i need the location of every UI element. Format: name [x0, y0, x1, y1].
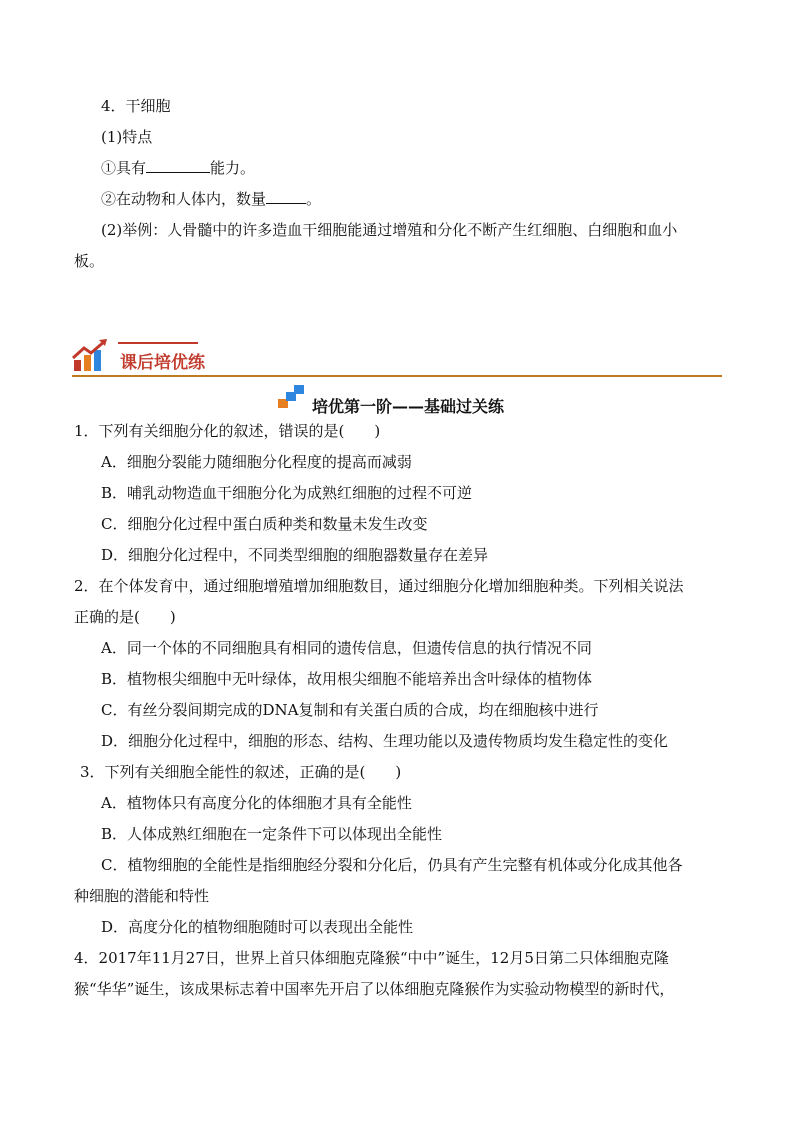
question-2-option-b: B．植物根尖细胞中无叶绿体，故用根尖细胞不能培养出含叶绿体的植物体	[101, 670, 593, 688]
question-3-option-c-line-2: 种细胞的潜能和特性	[74, 887, 210, 905]
question-1-option-c: C．细胞分化过程中蛋白质种类和数量未发生改变	[101, 515, 428, 533]
stem-cell-feature-1	[101, 158, 255, 178]
question-3-stem: 3．下列有关细胞全能性的叙述，正确的是( )	[80, 763, 402, 781]
bar-chart-arrow-icon	[72, 338, 110, 372]
stem-cell-heading: 4．干细胞	[101, 97, 171, 115]
question-4-stem-line-2: 猴“华华”诞生，该成果标志着中国率先开启了以体细胞克隆猴作为实验动物模型的新时代，	[74, 980, 675, 998]
question-3-option-b: B．人体成熟红细胞在一定条件下可以体现出全能性	[101, 825, 443, 843]
question-3-option-a: A．植物体只有高度分化的体细胞才具有全能性	[101, 794, 412, 812]
feature-1-blank	[146, 158, 210, 173]
question-1-stem: 1．下列有关细胞分化的叙述，错误的是( )	[74, 422, 381, 440]
feature-2-prefix: ②在动物和人体内，数量	[101, 190, 267, 208]
stem-cell-example-line-2: 板。	[74, 252, 105, 270]
question-4-stem-line-1: 4．2017年11月27日，世界上首只体细胞克隆猴“中中”诞生，12月5日第二只体细胞克隆	[74, 949, 669, 967]
stem-cell-feature-2	[101, 189, 321, 209]
question-2-stem-line-2: 正确的是( )	[74, 608, 176, 626]
question-1-option-d: D．细胞分化过程中，不同类型细胞的细胞器数量存在差异	[101, 546, 489, 564]
question-1-option-a: A．细胞分裂能力随细胞分化程度的提高而减弱	[101, 453, 412, 471]
stairs-icon	[276, 383, 308, 409]
section-top-rule	[118, 342, 198, 344]
stage-title: 培优第一阶——基础过关练	[312, 397, 505, 416]
question-2-option-d: D．细胞分化过程中，细胞的形态、结构、生理功能以及遗传物质均发生稳定性的变化	[101, 732, 669, 750]
question-3-option-d: D．高度分化的植物细胞随时可以表现出全能性	[101, 918, 414, 936]
feature-2-blank	[266, 189, 306, 204]
stem-cell-example-line-1: (2)举例：人骨髓中的许多造血干细胞能通过增殖和分化不断产生红细胞、白细胞和血小	[101, 221, 678, 239]
question-2-option-c: C．有丝分裂间期完成的DNA复制和有关蛋白质的合成，均在细胞核中进行	[101, 701, 599, 719]
question-2-option-a: A．同一个体的不同细胞具有相同的遗传信息，但遗传信息的执行情况不同	[101, 639, 592, 657]
section-title: 课后培优练	[120, 353, 205, 373]
feature-1-prefix: ①具有	[101, 159, 147, 177]
feature-2-suffix: 。	[306, 190, 322, 208]
stem-cell-features-heading: (1)特点	[101, 128, 153, 146]
question-2-stem-line-1: 2．在个体发育中，通过细胞增殖增加细胞数目，通过细胞分化增加细胞种类。下列相关说法	[74, 577, 684, 595]
feature-1-suffix: 能力。	[210, 159, 256, 177]
section-rule	[72, 375, 722, 377]
question-1-option-b: B．哺乳动物造血干细胞分化为成熟红细胞的过程不可逆	[101, 484, 473, 502]
question-3-option-c-line-1: C．植物细胞的全能性是指细胞经分裂和分化后，仍具有产生完整有机体或分化成其他各	[101, 856, 683, 874]
